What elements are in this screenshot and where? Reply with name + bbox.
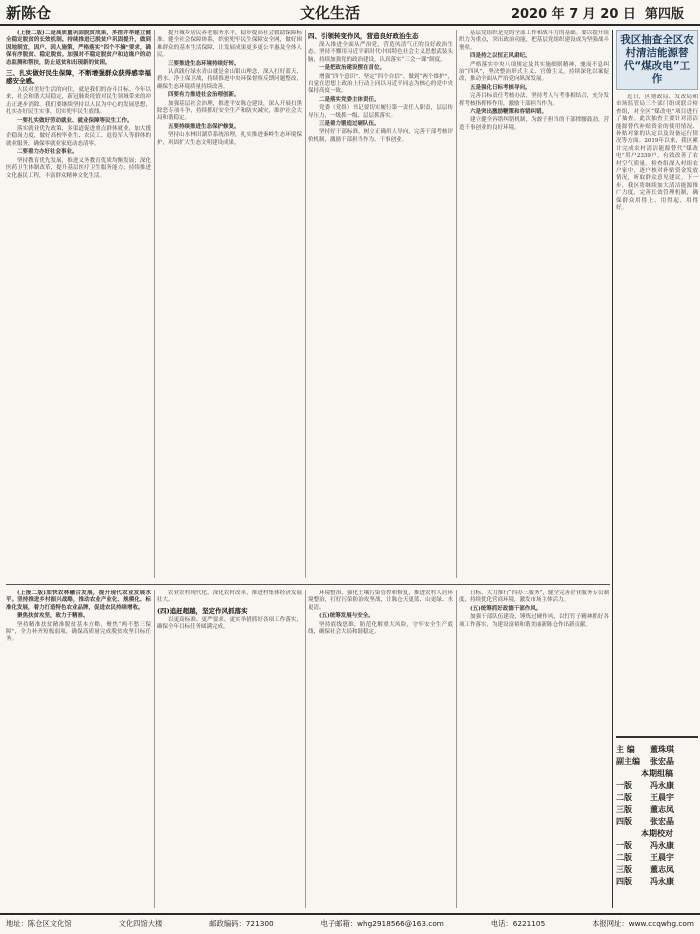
footer-phone: 电话：6221105 (490, 919, 546, 928)
masthead: 新陈仓 (6, 4, 52, 22)
credit-name: 冯永康 (650, 781, 674, 790)
paragraph-heading: 五要持续推进生态保护修复。 (168, 123, 240, 130)
paragraph: 日标，大力推行“四办三服务”，健全完善企业服务专员制度，持续优化营商环境，激发市场主体活力。 (459, 590, 609, 604)
sidebar-article (616, 94, 698, 654)
credit-role: 一版 (616, 781, 632, 790)
credit-name: 董珠琪 (650, 745, 674, 754)
credit-role: 副主编 (616, 757, 640, 766)
paragraph: 完善目标责任考核办法，坚持考人与考事相结合，充分发挥考核指挥棒作用，激励干部担当作为。 (459, 93, 609, 107)
paragraph: 以更高标准、更严要求、更实举措抓好各项工作落实，确保全年目标任务圆满完成。 (157, 616, 302, 631)
credit-name: 张宏晶 (650, 817, 674, 826)
paragraph: 严格落实中央八项规定及其实施细则精神，驰而不息纠治“四风”，坚决整治形式主义、官僚主义，持续深化以案促改，推动全面从严治党向纵深发展。 (459, 61, 609, 83)
bottom-column-3 (308, 590, 453, 908)
bottom-column-2 (157, 590, 302, 908)
top-column-1 (6, 30, 151, 578)
paragraph: 党委（党组）书记要切实履行第一责任人职责，层层传导压力，一级抓一级、层层抓落实。 (308, 105, 453, 119)
credit-group-title: 本期校对 (641, 829, 673, 838)
sidebar-divider (612, 30, 613, 908)
top-lead: (上接二版)二是高质量巩固脱贫成果，多措并举建立健全稳定脱贫的长效机制。持续推进已脱贫户巩固提升，做到因地制宜，因户、因人施策，严格落实“四个不摘”要求，确保有序脱贫、稳定脱贫。加强对不稳定脱贫户和边缘户的动态监测和帮扶，防止返贫和出现新的贫困。 (6, 30, 151, 66)
section-title: 文化生活 (300, 4, 361, 22)
paragraph: 加强干部队伍建设，锤炼过硬作风，以钉钉子精神抓好各项工作落实，为建设富裕和谐美丽新陈仓作出新贡献。 (459, 614, 609, 628)
paragraph-heading: 三要推进生态环境持续好转。 (168, 60, 240, 67)
article-separator (6, 584, 610, 585)
paragraph: 坚持山水林田湖草系统治理，扎实推进秦岭生态环境保护，巩固扩大生态文明建设成果。 (157, 132, 302, 146)
credit-row (616, 864, 698, 876)
credit-row (616, 804, 698, 816)
paragraph-heading: 聚焦扶贫攻坚，致力于精准。 (17, 613, 89, 620)
paragraph: 人民对美好生活的向往，就是我们的奋斗目标。今年以来，社会和谐大局稳定，新冠肺炎疫情对民生领域带来的冲击正逐步消除。我们要继续坚持以人民为中心的发展思想，扎实办好民生实事，切实兜牢民生底线。 (6, 87, 151, 116)
paragraph: 基层党组织是党的全部工作和战斗力的基础。要以提升组织力为重点，突出政治功能，把基层党组织建设成为坚强战斗堡垒。 (459, 30, 609, 51)
credit-role: 三版 (616, 865, 632, 874)
paragraph: 深入推进全面从严治党，营造风清气正的良好政治生态。坚持不懈用习近平新时代中国特色社会主义思想武装头脑，持续加强党的政治建设，认真落实“三会一课”制度。 (308, 42, 453, 63)
credit-row (616, 852, 698, 864)
credit-role: 主 编 (616, 745, 635, 754)
paragraph: 农业农村现代化，深化农村改革，推进村集体经济发展壮大。 (157, 590, 302, 604)
credit-role: 一版 (616, 841, 632, 850)
paragraph: 坚持好干部标准，树立正确用人导向，完善干部考核评价机制，激励干部担当作为、干事创业。 (308, 129, 453, 143)
footer-postcode: 邮政编码：721300 (209, 919, 274, 928)
bottom-column-1 (6, 590, 151, 908)
credit-name: 董志凤 (650, 805, 674, 814)
credit-name: 张宏晶 (650, 757, 674, 766)
credit-row (616, 756, 698, 768)
paragraph-heading: 三是着力锻造过硬队伍。 (319, 121, 380, 128)
header-rule (0, 24, 700, 25)
paragraph: 环境整治、强化土壤污染管控和修复，推进农村人居环境整治，打好污染防治攻坚战，让陈仓天更蓝、山更绿、水更清。 (308, 590, 453, 611)
top-subhead-4: 四、引领转变作风，营造良好政治生态 (308, 32, 419, 40)
credit-row (616, 876, 698, 888)
paragraph: 坚持教育优先发展，推进义务教育优质均衡发展；深化医药卫生体制改革，提升基层医疗卫生服务能力；持续推进文化惠民工程，丰富群众精神文化生活。 (6, 157, 151, 179)
paragraph-heading: 二要着力办好社会事业。 (17, 149, 78, 156)
page-footer (0, 913, 700, 934)
paragraph: 增强“四个意识”、坚定“四个自信”、做到“两个维护”，自觉在思想上政治上行动上同以习近平同志为核心的党中央保持高度一致。 (308, 73, 453, 95)
page-header (0, 0, 700, 26)
bottom-lead: (上接二版)加快农林融合发展，提升现代农业发展水平。坚持推进乡村振兴战略，推动农业产业化、规模化、标准化发展，着力打造特色农业品牌，促进农民持续增收。 (6, 590, 151, 611)
paragraph: 建立健全容错纠错机制，为敢于担当的干部撑腰鼓劲，营造干事创业的良好环境。 (459, 117, 609, 131)
paragraph-heading: 一要扎实做好劳动就业、就业保障等民生工作。 (17, 117, 133, 124)
paragraph: 坚持精准扶贫精准脱贫基本方略，聚焦“两不愁三保障”，全力补齐短板弱项，确保高质量完成脱贫攻坚目标任务。 (6, 621, 151, 643)
paragraph: 坚持底线思维，防范化解重大风险，守牢安全生产底线，确保社会大局和谐稳定。 (308, 621, 453, 636)
column-divider (154, 590, 155, 908)
issue-date: 2020 年 7 月 20 日 第四版 (510, 7, 684, 22)
column-divider (456, 30, 457, 578)
credit-name: 董志凤 (650, 865, 674, 874)
paragraph-heading: (五)统筹抓好政德干部作风。 (470, 605, 542, 612)
sidebar-headline: 我区抽查全区农村清洁能源替代“煤改电”工作 (616, 30, 698, 90)
paragraph-heading: 六是突出激励鞭策和容错纠错。 (470, 109, 548, 116)
footer-email[interactable]: 电子邮箱：whg2918566@163.com (320, 919, 444, 928)
credit-name: 冯永康 (650, 841, 674, 850)
paragraph: 提升城乡居民养老服务水平，稳步提高社会救助保障标准。健全社会保障体系，织密兜牢民生保障安全网，做好困难群众的基本生活保障，让发展成果更多更公平惠及全体人民。 (157, 30, 302, 59)
top-column-4 (459, 30, 609, 578)
paragraph-heading: 四是持之以恒正风肃纪。 (470, 53, 531, 60)
paragraph-heading: (五)统筹发展与安全。 (319, 613, 374, 620)
sidebar (616, 30, 698, 888)
credit-group-title: 本期组稿 (641, 769, 673, 778)
editorial-credits (616, 736, 698, 888)
credit-row (616, 840, 698, 852)
column-divider (305, 30, 306, 578)
credit-name: 王晨宇 (650, 853, 674, 862)
credit-name: 冯永康 (650, 877, 674, 886)
credit-row (616, 792, 698, 804)
credit-role: 二版 (616, 853, 632, 862)
credit-role: 三版 (616, 805, 632, 814)
credit-row (616, 780, 698, 792)
footer-building: 文化四馆大楼 (118, 919, 163, 928)
paragraph: 落实就业优先政策，多渠道促进重点群体就业，加大援企稳岗力度，做好高校毕业生、农民工、退役军人等群体的就业服务，确保零就业家庭动态清零。 (6, 126, 151, 147)
column-divider (305, 590, 306, 908)
bottom-column-4 (459, 590, 609, 908)
footer-address: 地址：陈仓区文化馆 (6, 919, 72, 928)
paragraph: 近日，区财政局、发改局和市场监管局三个部门组成联合检查组，对全区“煤改电”项目进行了抽查。此次抽查主要针对清洁能源替代补贴资金的使用情况、补贴对象的认定以及设备运行情况等方面。2019年以来，我区累计完成农村清洁能源替代“煤改电”用户2339户，有效改善了农村空气质量。检查组深入村组农户家中，逐户核对补贴资金发放情况，听取群众意见建议。下一步，我区将继续加大清洁能源推广力度，完善长效管理机制，确保群众用得上、用得起、用得好。 (616, 94, 698, 212)
credit-name: 王晨宇 (650, 793, 674, 802)
paragraph-heading: 二是落实党委主体责任。 (319, 96, 380, 103)
bottom-subhead: (四)追赶超越，坚定作风抓落实 (157, 606, 248, 615)
credit-row (616, 816, 698, 828)
top-column-2 (157, 30, 302, 578)
paragraph: 认真践行绿水青山就是金山银山理念，深入打好蓝天、碧水、净土保卫战，持续推进中央环保督察反馈问题整改，确保生态环境质量持续改善。 (157, 69, 302, 90)
top-subhead-3: 三、扎实做好民生保障，不断增强群众获得感幸福感安全感。 (6, 69, 151, 86)
top-column-3 (308, 30, 453, 578)
paragraph: 加强基层社会治理，推进平安陈仓建设，深入开展扫黑除恶专项斗争，持续抓好安全生产和防灾减灾，维护社会大局和谐稳定。 (157, 100, 302, 122)
paragraph-heading: 一是把政治建设摆在首位。 (319, 65, 386, 72)
paragraph-heading: 五是强化日标考核导向。 (470, 84, 531, 91)
credit-row (616, 744, 698, 756)
paragraph-heading: 四要有力推进社会治理创新。 (168, 92, 240, 99)
column-divider (456, 590, 457, 908)
credit-role: 二版 (616, 793, 632, 802)
column-divider (154, 30, 155, 578)
credit-role: 四版 (616, 877, 632, 886)
footer-website[interactable]: 本报网址：www.ccqwhg.com (592, 919, 694, 928)
credit-role: 四版 (616, 817, 632, 826)
